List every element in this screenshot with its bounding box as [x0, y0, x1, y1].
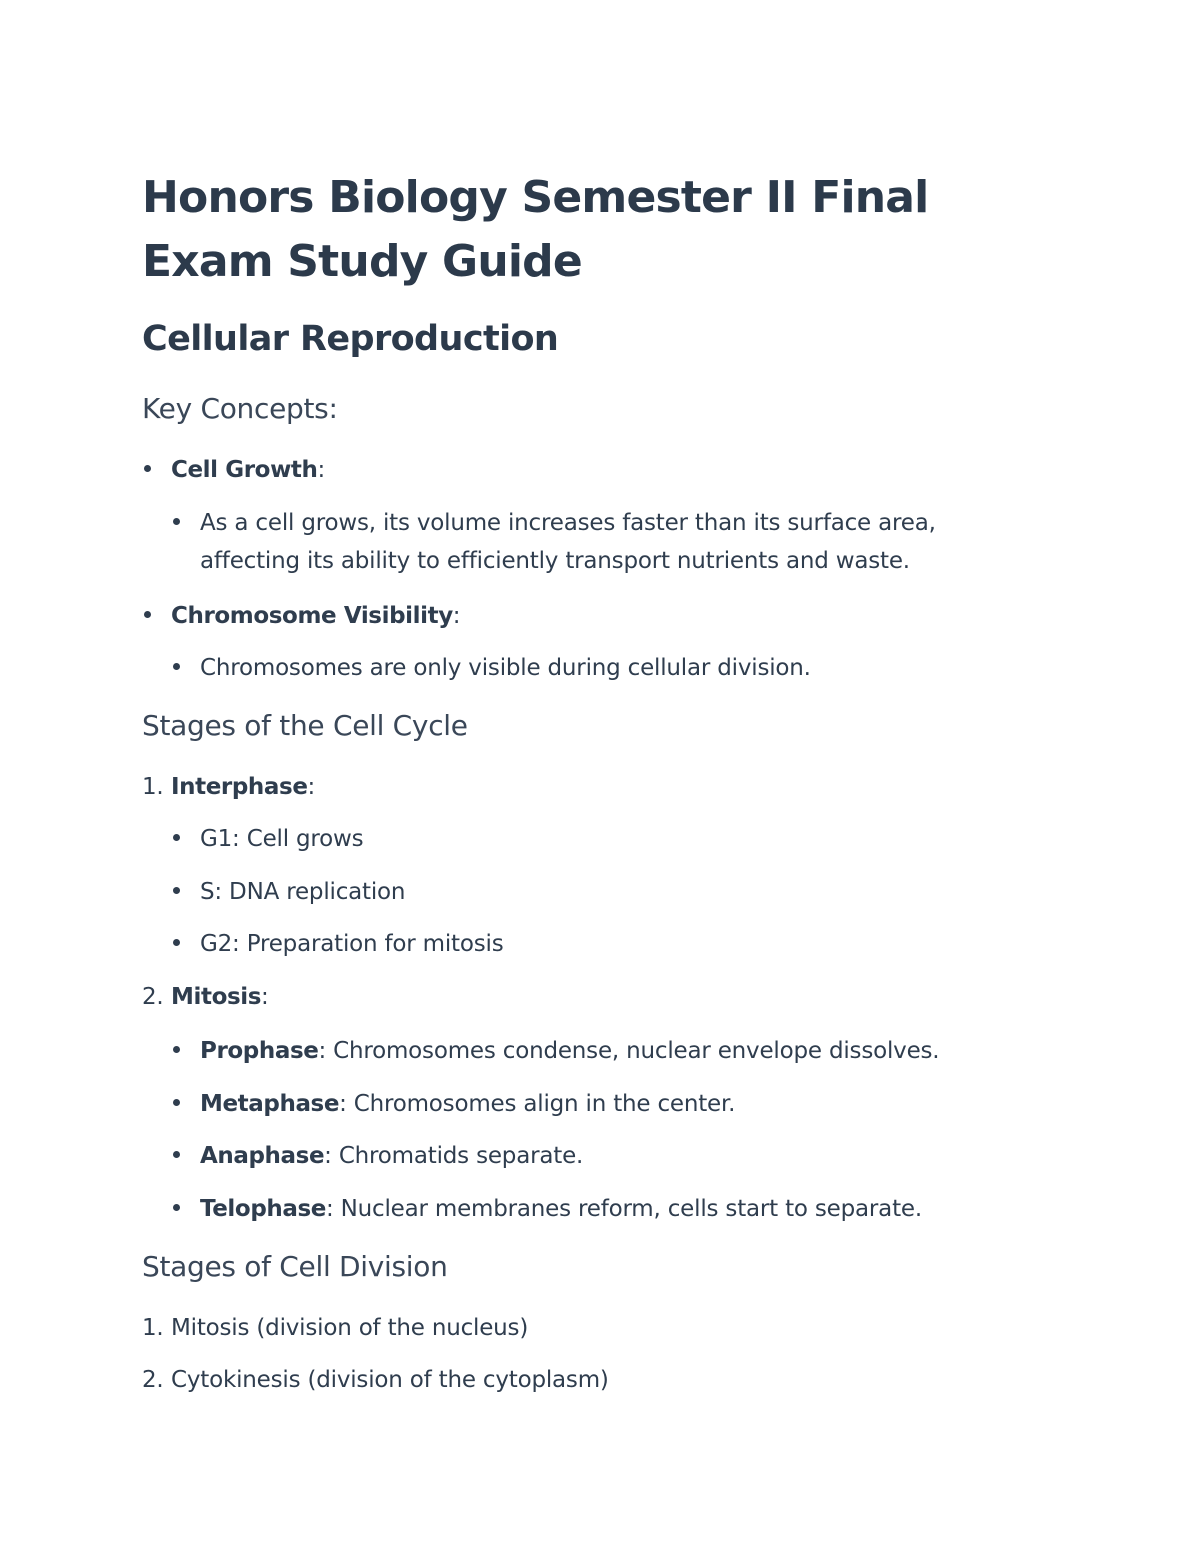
document-title: Honors Biology Semester II Final Exam Study Guide: [142, 172, 929, 287]
term-cell-growth: Cell Growth: [171, 457, 318, 483]
list-number: 1.: [142, 774, 164, 800]
term-prophase: Prophase: [200, 1038, 319, 1064]
term-mitosis: Mitosis: [171, 984, 262, 1010]
term-chromosome-visibility: Chromosome Visibility: [171, 603, 453, 629]
list-item-g1: G1: Cell grows: [171, 820, 363, 858]
section-heading-cellular-reproduction: Cellular Reproduction: [142, 319, 559, 359]
list-item-prophase: Prophase: Chromosomes condense, nuclear envelope dissolves.: [171, 1032, 939, 1070]
list-number: 2.: [142, 984, 164, 1010]
list-item-metaphase: Metaphase: Chromosomes align in the center.: [171, 1085, 735, 1123]
list-item-g2: G2: Preparation for mitosis: [171, 925, 503, 963]
bullet-icon: [171, 1137, 200, 1175]
bullet-icon: [171, 1085, 200, 1123]
list-item-division-mitosis: 1. Mitosis (division of the nucleus): [142, 1309, 528, 1347]
detail-line-2: affecting its ability to efficiently transport nutrients and waste.: [200, 548, 910, 574]
detail-line-1: As a cell grows, its volume increases faster than its surface area,: [200, 510, 936, 536]
subheading-key-concepts: Key Concepts:: [142, 392, 338, 425]
list-item-interphase: 1. Interphase:: [142, 768, 315, 806]
bullet-icon: [171, 649, 200, 687]
subheading-stages-of-cell-division: Stages of Cell Division: [142, 1250, 448, 1283]
bullet-icon: [171, 873, 200, 911]
list-item-chromosome-visibility-detail: Chromosomes are only visible during cellular division.: [171, 649, 811, 687]
list-item-anaphase: Anaphase: Chromatids separate.: [171, 1137, 583, 1175]
term-interphase: Interphase: [171, 774, 308, 800]
subheading-stages-of-cell-cycle: Stages of the Cell Cycle: [142, 709, 468, 742]
list-item-division-cytokinesis: 2. Cytokinesis (division of the cytoplasm): [142, 1361, 609, 1399]
bullet-icon: [171, 1032, 200, 1070]
bullet-icon: [171, 1190, 200, 1228]
list-item-chromosome-visibility: Chromosome Visibility:: [142, 597, 460, 635]
term-anaphase: Anaphase: [200, 1143, 325, 1169]
list-number: 1.: [142, 1315, 164, 1341]
term-telophase: Telophase: [200, 1196, 326, 1222]
list-item-cell-growth-detail: [171, 504, 936, 580]
bullet-icon: [171, 925, 200, 963]
list-item-s: S: DNA replication: [171, 873, 405, 911]
bullet-icon: [171, 820, 200, 858]
list-item-telophase: Telophase: Nuclear membranes reform, cells start to separate.: [171, 1190, 922, 1228]
bullet-icon: [171, 504, 200, 542]
list-item-mitosis: 2. Mitosis:: [142, 978, 269, 1016]
bullet-icon: [142, 451, 171, 489]
list-number: 2.: [142, 1367, 164, 1393]
bullet-icon: [142, 597, 171, 635]
list-item-cell-growth: Cell Growth:: [142, 451, 325, 489]
term-metaphase: Metaphase: [200, 1091, 340, 1117]
